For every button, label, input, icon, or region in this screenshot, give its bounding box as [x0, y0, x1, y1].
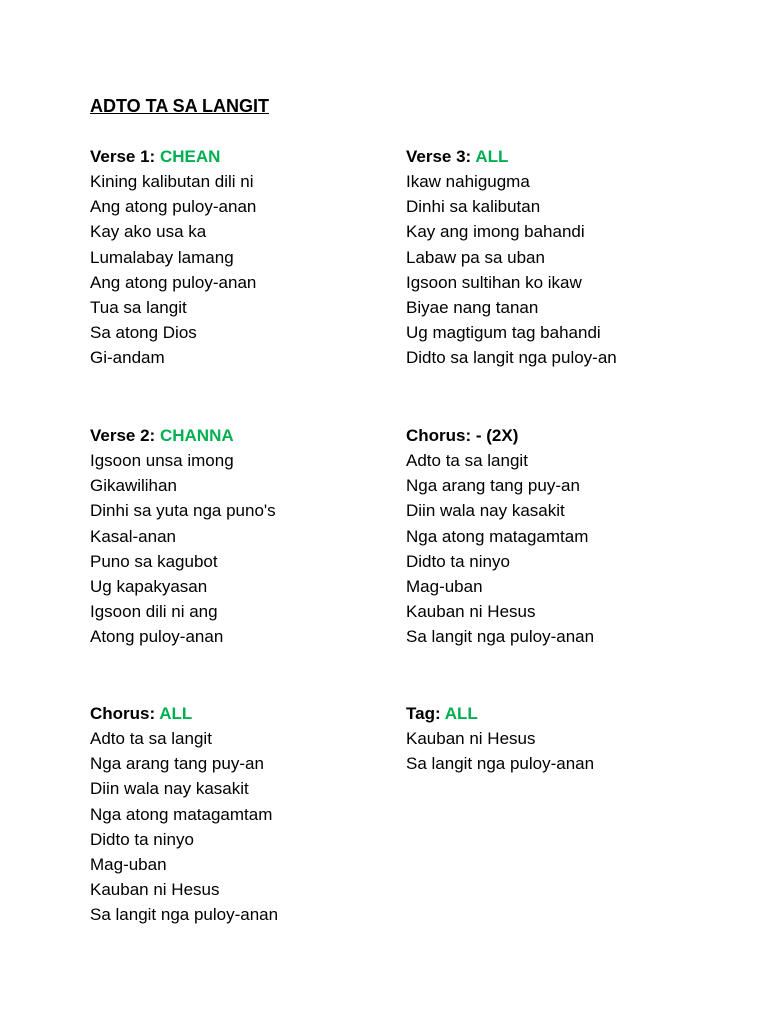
lyric-line: Dinhi sa kalibutan [406, 197, 541, 217]
singer-label: ALL [475, 147, 509, 166]
lyric-line: Sa langit nga puloy-anan [90, 905, 279, 925]
lyric-line: Mag-uban [406, 577, 483, 597]
lyric-line: Didto sa langit nga puloy-an [406, 348, 617, 368]
lyric-line: Dinhi sa yuta nga puno's [90, 501, 276, 521]
lyric-line: Tua sa langit [90, 298, 187, 318]
lyric-line: Gi-andam [90, 348, 165, 368]
lyric-line: Sa langit nga puloy-anan [406, 627, 595, 647]
lyric-line: Kasal-anan [90, 526, 177, 546]
verse-1-block [90, 144, 390, 371]
lyric-line: Nga arang tang puy-an [90, 754, 264, 774]
lyric-line: Kay ako usa ka [90, 222, 207, 242]
lyric-line: Nga atong matagamtam [406, 526, 589, 546]
lyric-line: Atong puloy-anan [90, 627, 224, 647]
section-header [406, 701, 706, 726]
lyric-line: Nga arang tang puy-an [406, 476, 580, 496]
section-header [90, 701, 390, 726]
chorus-block [90, 701, 390, 928]
lyric-line: Gikawilihan [90, 476, 177, 496]
section-label: Tag: [406, 704, 441, 723]
lyric-line: Adto ta sa langit [90, 729, 212, 748]
lyric-line: Sa langit nga puloy-anan [406, 754, 595, 774]
tag-block [406, 701, 706, 776]
lyric-line: Igsoon dili ni ang [90, 602, 218, 622]
section-header [90, 144, 390, 169]
lyric-line: Kauban ni Hesus [90, 880, 220, 900]
section-label: Verse 2: [90, 426, 156, 445]
lyric-line: Puno sa kagubot [90, 551, 218, 571]
singer-label: ALL [159, 704, 193, 723]
lyric-line: Didto ta ninyo [406, 551, 510, 571]
lyric-line: Ang atong puloy-anan [90, 197, 257, 217]
section-label: Chorus: [90, 704, 156, 723]
lyric-line: Kay ang imong bahandi [406, 222, 585, 242]
lyric-line: Labaw pa sa uban [406, 247, 545, 267]
singer-label: CHEAN [159, 147, 221, 166]
singer-label: CHANNA [159, 426, 234, 445]
section-header [90, 423, 390, 448]
section-label: Verse 3: [406, 147, 472, 166]
lyric-line: Lumalabay lamang [90, 247, 234, 267]
lyric-line: Ikaw nahigugma [406, 172, 530, 191]
section-header [406, 144, 706, 169]
section-header [406, 423, 706, 448]
lyric-line: Kauban ni Hesus [406, 729, 536, 748]
singer-label: ALL [444, 704, 478, 723]
chorus-2x-block [406, 423, 706, 650]
lyric-line: Didto ta ninyo [90, 829, 194, 849]
song-title: ADTO TA SA LANGIT [90, 96, 269, 116]
verse-2-block [90, 423, 390, 650]
section-label: Verse 1: [90, 147, 156, 166]
lyric-line: Adto ta sa langit [406, 451, 528, 470]
lyric-line: Ug magtigum tag bahandi [406, 323, 601, 343]
lyric-line: Igsoon unsa imong [90, 451, 234, 470]
lyric-line: Diin wala nay kasakit [90, 779, 249, 799]
lyric-line: Kauban ni Hesus [406, 602, 536, 622]
lyric-line: Sa atong Dios [90, 323, 197, 343]
lyric-line: Nga atong matagamtam [90, 804, 273, 824]
lyric-line: Diin wala nay kasakit [406, 501, 565, 521]
lyric-line: Biyae nang tanan [406, 298, 539, 318]
verse-3-block [406, 144, 706, 371]
section-label: Chorus: - (2X) [406, 426, 519, 445]
lyric-line: Ug kapakyasan [90, 577, 208, 597]
lyric-line: Igsoon sultihan ko ikaw [406, 272, 582, 292]
lyric-line: Ang atong puloy-anan [90, 272, 257, 292]
lyric-line: Mag-uban [90, 855, 167, 875]
lyric-line: Kining kalibutan dili ni [90, 172, 254, 191]
